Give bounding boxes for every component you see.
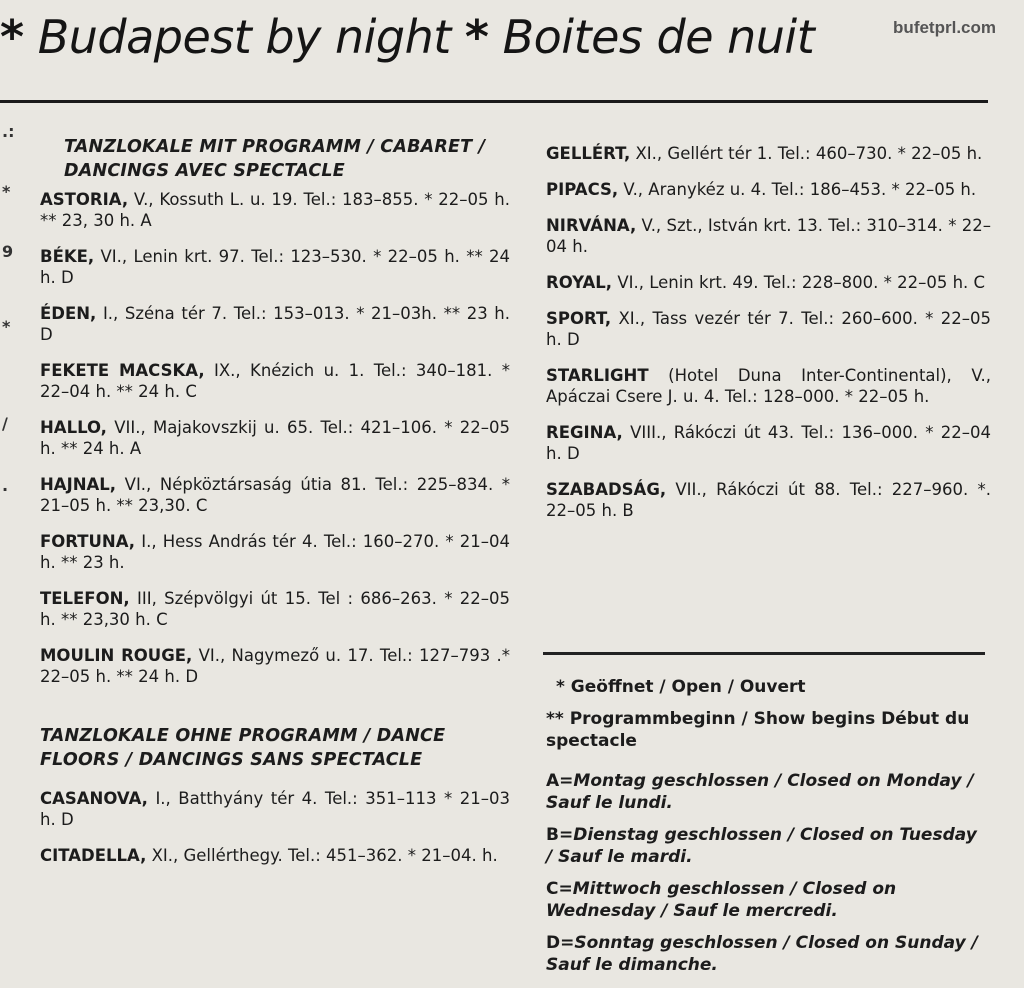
venue-name: BÉKE, [40,247,95,266]
venue-entry [40,788,510,830]
venue-details: VII., Rákóczi út 88. Tel.: 227–960. *. 22–05 h. B [546,480,992,520]
venue-details: VI., Lenin krt. 49. Tel.: 228–800. * 22–05 h. C [617,273,986,292]
venue-name: FORTUNA, [40,532,136,551]
venue-name: HAJNAL, [40,475,117,494]
venue-entry [40,189,510,231]
venue-details: VII., Majakovszkij u. 65. Tel.: 421–106. * 22–05 h. ** 24 h. A [40,418,510,458]
title-french: Boites de nuit [502,10,815,64]
watermark: bufetprl.com [893,18,996,37]
venue-name: TELEFON, [40,589,130,608]
venue-entry [40,531,510,573]
venue-entry [40,303,510,345]
venue-details: I., Széna tér 7. Tel.: 153–013. * 21–03h. ** 23 h. D [40,304,510,344]
venue-name: SZABADSÁG, [546,480,667,499]
asterisk-icon: * [0,10,24,64]
venue-details: (Hotel Duna Inter-Continental), V., Apáczai Csere J. u. 4. Tel.: 128–000. * 22–05 h. [546,366,991,406]
legend-key: C= [546,879,573,899]
page-title [0,10,814,64]
venue-entry [546,143,991,164]
right-column [546,143,991,536]
venue-name: HALLO, [40,418,107,437]
legend-closed-c [546,878,986,922]
venue-name: STARLIGHT [546,366,649,385]
margin-mark: · [2,480,9,499]
venue-details: I., Batthyány tér 4. Tel.: 351–113 * 21–03 h. D [40,789,510,829]
legend-definition: Montag geschlossen / Closed on Monday / Sauf le lundi. [546,771,974,813]
venue-entry [40,845,510,866]
left-column [40,135,510,881]
venue-details: III, Szépvölgyi út 15. Tel : 686–263. * 22–05 h. ** 23,30 h. C [40,589,510,629]
venue-name: FEKETE MACSKA, [40,361,205,380]
legend-definition: Dienstag geschlossen / Closed on Tuesday / Sauf le mardi. [546,825,977,867]
venue-name: REGINA, [546,423,623,442]
venue-name: ROYAL, [546,273,613,292]
venue-details: VIII., Rákóczi út 43. Tel.: 136–000. * 22–04 h. D [546,423,992,463]
venue-entry [546,179,991,200]
margin-mark: .: [2,122,15,141]
legend-definition: Sonntag geschlossen / Closed on Sunday / Sauf le dimanche. [546,933,978,975]
venue-details: V., Aranykéz u. 4. Tel.: 186–453. * 22–05 h. [623,180,977,199]
legend-key: B= [546,825,574,845]
venue-name: CASANOVA, [40,789,148,808]
section-spacer [40,702,510,724]
asterisk-icon: * [464,10,489,64]
margin-mark: 9 [2,242,14,261]
venue-name: MOULIN ROUGE, [40,646,193,665]
legend-show-begins: ** Programmbeginn / Show begins Début du spectacle [546,709,970,751]
venue-entry [546,308,991,350]
legend-closed-b [546,824,986,868]
section-heading-without-program: TANZLOKALE OHNE PROGRAMM / DANCE FLOORS / DANCINGS SANS SPECTACLE [40,726,446,770]
venue-entry [546,422,991,464]
title-divider [0,100,988,103]
margin-mark: / [2,414,8,433]
venue-entry [546,365,991,407]
venue-entry [546,272,991,293]
venue-entry [40,360,510,402]
legend-definition: Mittwoch geschlossen / Closed on Wednesday / Sauf le mercredi. [546,879,897,921]
venue-details: VI., Lenin krt. 97. Tel.: 123–530. * 22–05 h. ** 24 h. D [40,247,510,287]
venue-name: GELLÉRT, [546,144,631,163]
venue-entry [40,246,510,288]
venue-name: ÉDEN, [40,304,97,323]
venue-details: XI., Gellért tér 1. Tel.: 460–730. * 22–05 h. [635,144,983,163]
title-english: Budapest by night [37,10,451,64]
venue-details: XI., Tass vezér tér 7. Tel.: 260–600. * 22–05 h. D [546,309,992,349]
venue-entry [40,645,510,687]
venue-name: CITADELLA, [40,846,147,865]
venue-details: XI., Gellérthegy. Tel.: 451–362. * 21–04. h. [151,846,498,865]
margin-mark: * [2,182,11,201]
legend-closed-a [546,770,986,814]
venue-details: VI., Nagymező u. 17. Tel.: 127–793 .* 22–05 h. ** 24 h. D [40,646,511,686]
legend-divider [543,652,985,655]
venue-entry [40,417,510,459]
venue-details: IX., Knézich u. 1. Tel.: 340–181. * 22–04 h. ** 24 h. C [40,361,510,401]
venue-details: V., Szt., István krt. 13. Tel.: 310–314. * 22–04 h. [546,216,991,256]
legend-open: * Geöffnet / Open / Ouvert [556,677,806,697]
venue-entry [40,588,510,630]
legend-closed-d [546,932,986,976]
venue-name: NIRVÁNA, [546,216,637,235]
venue-name: ASTORIA, [40,190,129,209]
venue-name: SPORT, [546,309,612,328]
legend [546,676,986,986]
legend-key: A= [546,771,574,791]
venue-details: VI., Népköztársaság útia 81. Tel.: 225–834. * 21–05 h. ** 23,30. C [40,475,510,515]
margin-mark: * [2,317,11,336]
venue-entry [40,474,510,516]
venue-name: PIPACS, [546,180,619,199]
venue-entry [546,479,991,521]
section-heading-with-program: TANZLOKALE MIT PROGRAMM / CABARET / DANCINGS AVEC SPECTACLE [64,137,486,181]
venue-entry [546,215,991,257]
legend-key: D= [546,933,575,953]
venue-details: V., Kossuth L. u. 19. Tel.: 183–855. * 22–05 h. ** 23, 30 h. A [40,190,510,230]
venue-details: I., Hess András tér 4. Tel.: 160–270. * 21–04 h. ** 23 h. [40,532,510,572]
